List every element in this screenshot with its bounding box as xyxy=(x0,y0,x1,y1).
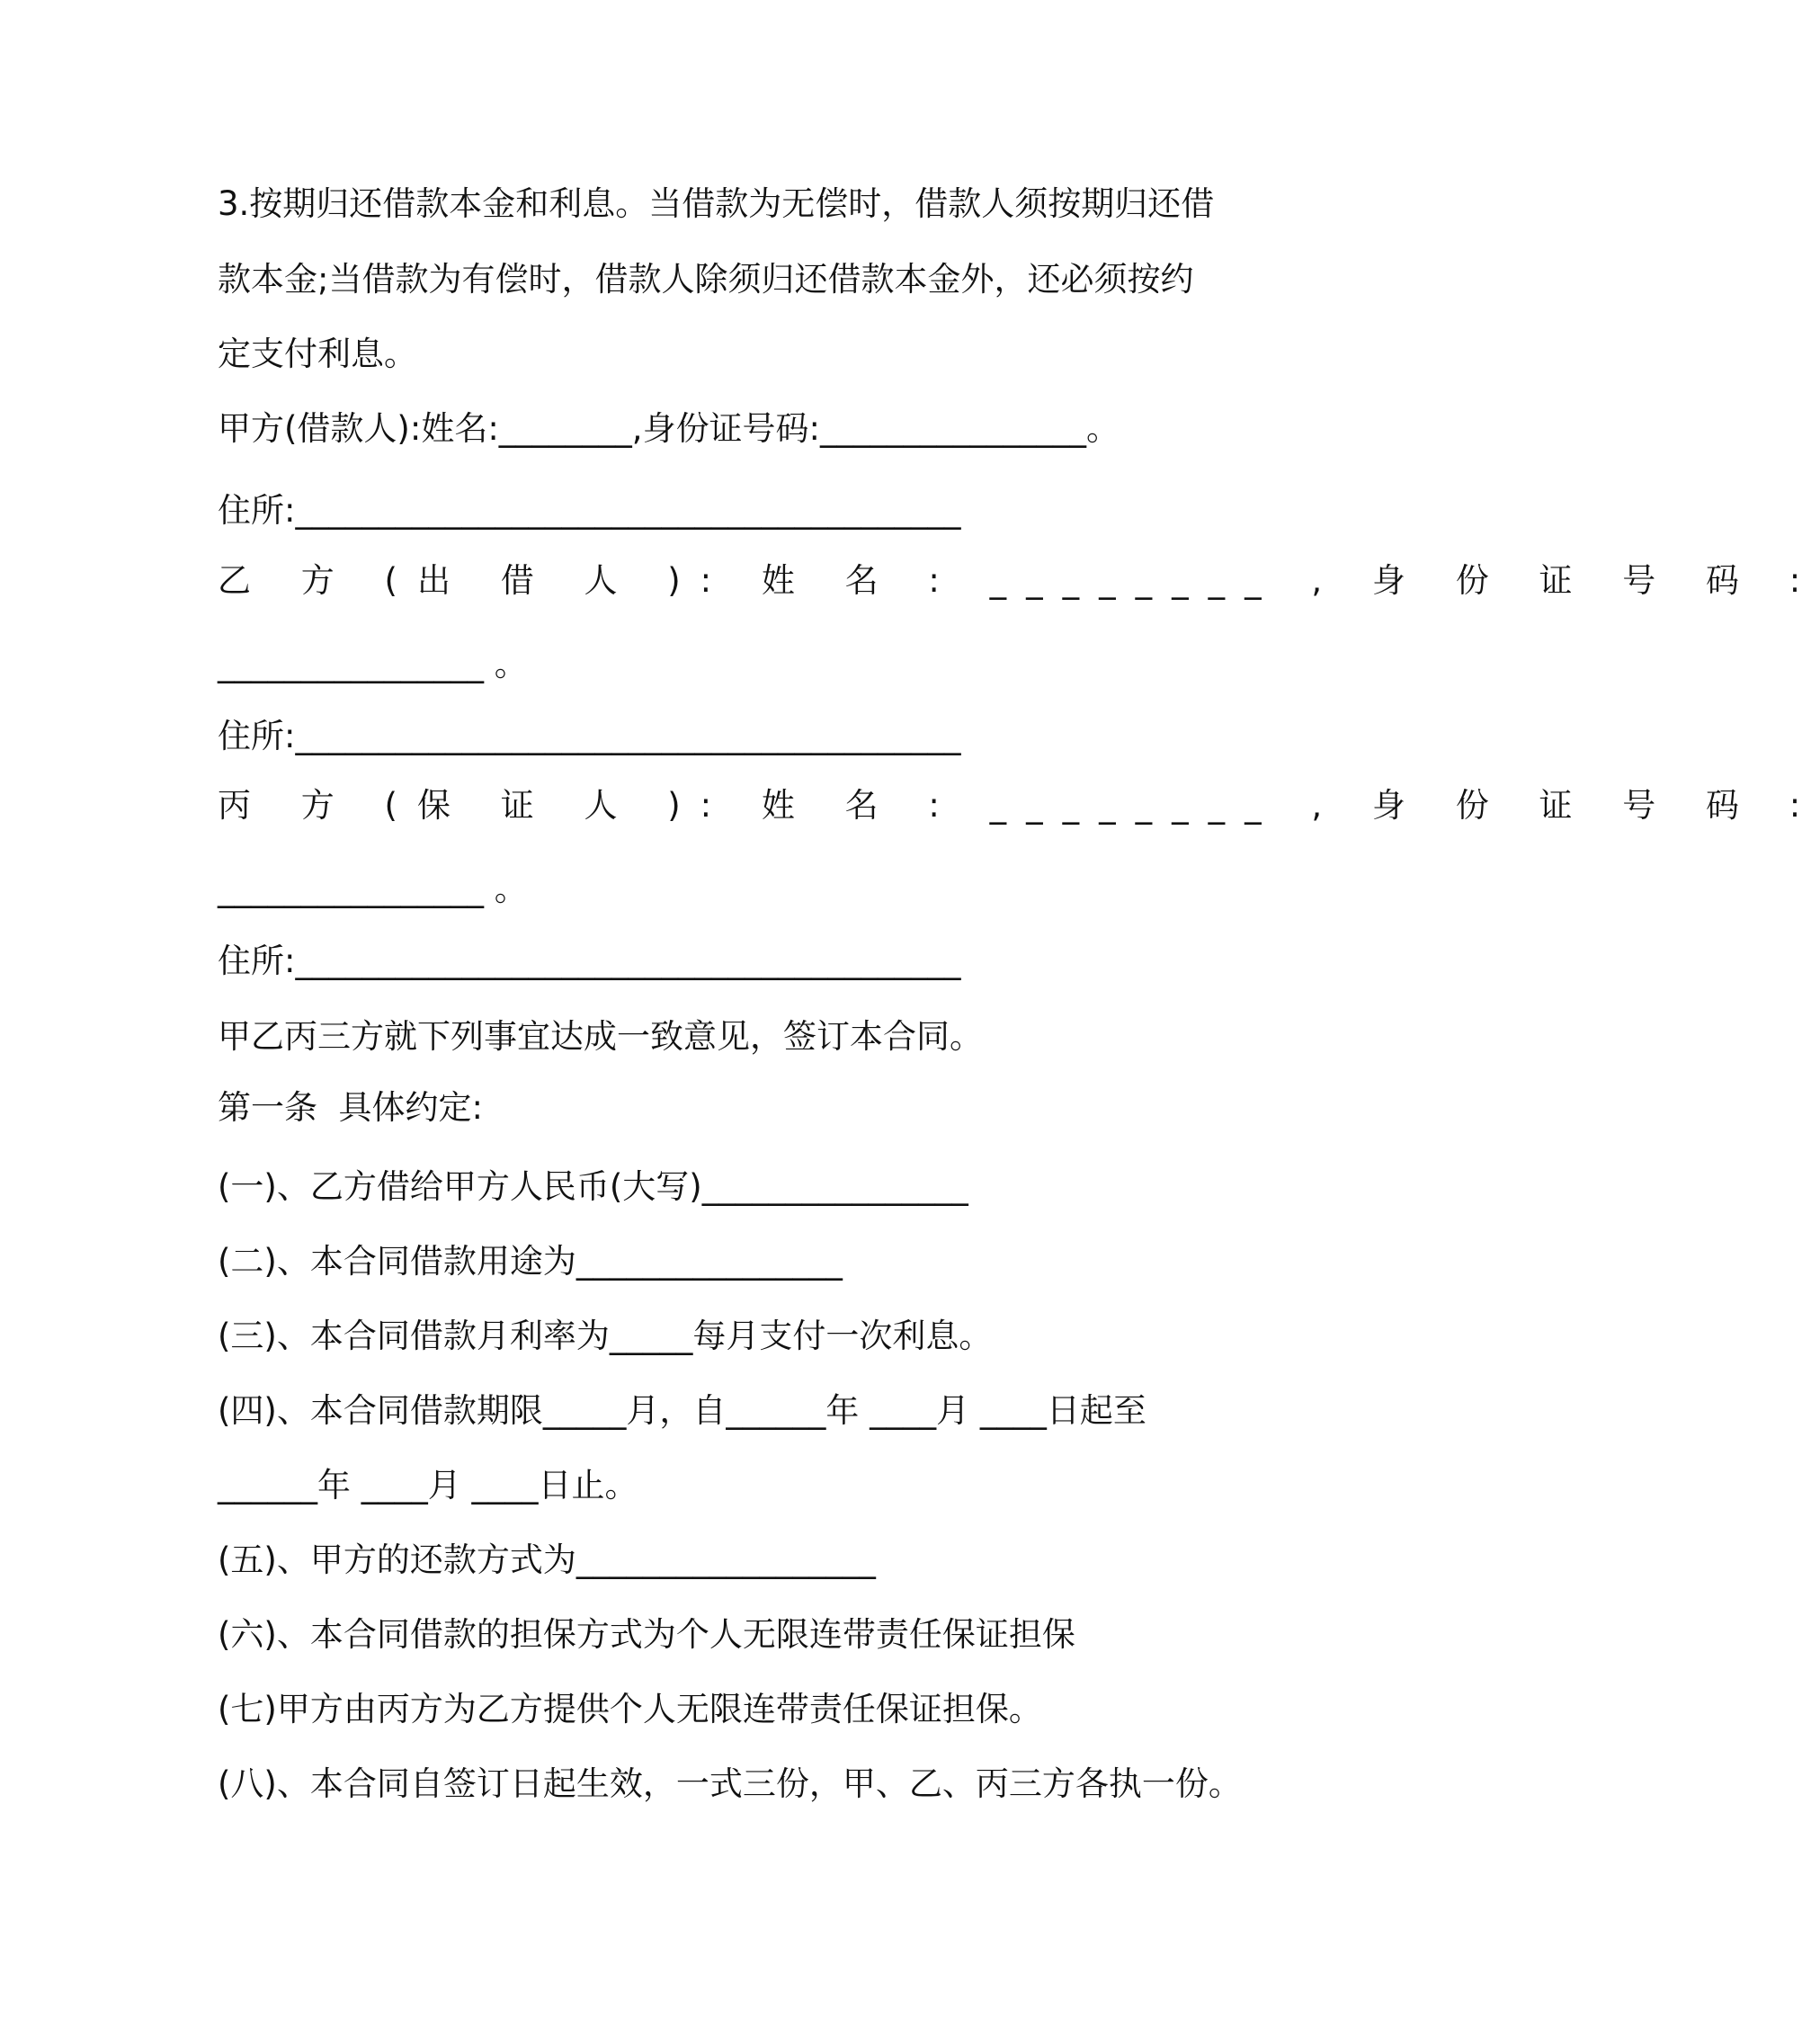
party-c-info: 丙 方 (保 证 人 ): 姓 名 : ________ , 身 份 证 号 码 : xyxy=(218,786,1820,825)
item-3: (三)、本合同借款月利率为_____每月支付一次利息。 xyxy=(218,1317,993,1355)
agreement-statement: 甲乙丙三方就下列事宜达成一致意见，签订本合同。 xyxy=(218,1017,983,1056)
item-6: (六)、本合同借款的担保方式为个人无限连带责任保证担保 xyxy=(218,1615,1075,1654)
party-a-info: 甲方(借款人):姓名:________,身份证号码:________________。 xyxy=(218,409,1120,448)
item-4-line-1: (四)、本合同借款期限_____月，自______年 ____月 ____日起至 xyxy=(218,1391,1146,1430)
clause-3-line-1: 3.按期归还借款本金和利息。当借款为无偿时，借款人须按期归还借 xyxy=(218,184,1215,223)
clause-3-line-3: 定支付利息。 xyxy=(218,335,417,373)
party-b-address: 住所:________________________________________ xyxy=(218,717,961,755)
item-1: (一)、乙方借给甲方人民币(大写)________________ xyxy=(218,1167,968,1206)
item-8: (八)、本合同自签订日起生效，一式三份，甲、乙、丙三方各执一份。 xyxy=(218,1764,1242,1803)
party-c-id-blank: ________________ 。 xyxy=(218,870,528,908)
item-5: (五)、甲方的还款方式为__________________ xyxy=(218,1540,876,1579)
item-2: (二)、本合同借款用途为________________ xyxy=(218,1242,843,1281)
item-4-line-2: ______年 ____月 ____日止。 xyxy=(218,1466,638,1505)
party-c-address: 住所:________________________________________ xyxy=(218,942,961,980)
article-1-heading: 第一条 具体约定: xyxy=(218,1088,483,1127)
party-b-info: 乙 方 (出 借 人 ): 姓 名 : ________ , 身 份 证 号 码 : xyxy=(218,561,1820,600)
item-7: (七)甲方由丙方为乙方提供个人无限连带责任保证担保。 xyxy=(218,1690,1042,1728)
party-a-address: 住所:________________________________________ xyxy=(218,491,961,530)
clause-3-line-2: 款本金;当借款为有偿时，借款人除须归还借款本金外，还必须按约 xyxy=(218,260,1194,299)
party-b-id-blank: ________________ 。 xyxy=(218,645,528,683)
